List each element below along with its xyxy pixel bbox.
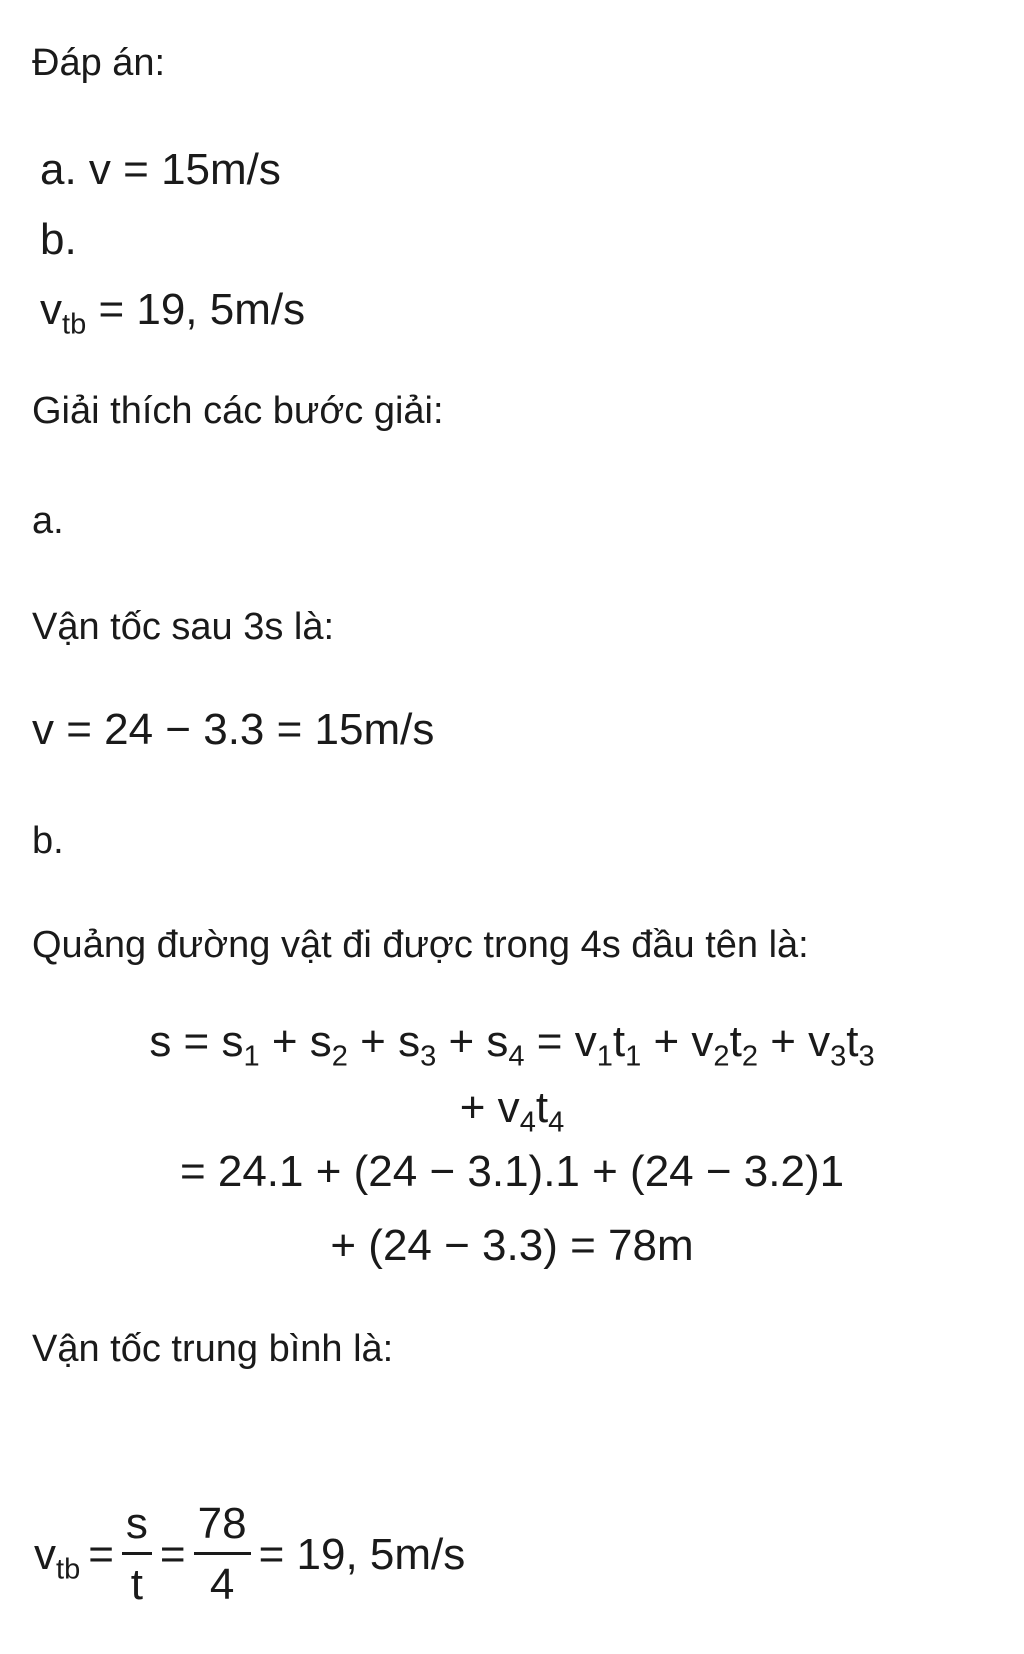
avg-velocity-result: = 19, 5m/s	[258, 1529, 466, 1579]
fraction-denominator: 4	[209, 1560, 235, 1610]
distance-formula-line2: = 24.1 + (24 − 3.1).1 + (24 − 3.2)1	[179, 1147, 845, 1196]
velocity-after-3s-formula: v = 24 − 3.3 = 15m/s	[32, 705, 435, 754]
answer-b-subscript: tb	[62, 308, 87, 341]
answer-heading: Đáp án:	[32, 42, 166, 84]
velocity-after-3s-label: Vận tốc sau 3s là:	[32, 606, 335, 648]
fraction-numerator: s	[122, 1500, 152, 1555]
avg-velocity-formula	[30, 1500, 469, 1610]
fraction-denominator: t	[130, 1560, 144, 1610]
distance-formula-line1: $s = s_1 + s_2 + s_3 + s_4 = v_1t_1 + v_2t_2 + v_3t_3$	[149, 1017, 875, 1073]
avg-velocity-lhs: $v_{tb}$	[34, 1529, 81, 1586]
answer-b	[40, 285, 306, 341]
part-a-label: a.	[32, 500, 64, 542]
answer-b-label: b.	[40, 215, 77, 264]
equals-sign: =	[159, 1529, 186, 1579]
answer-b-symbol: v	[40, 285, 62, 334]
distance-formula-line3: + (24 − 3.3) = 78m	[330, 1221, 694, 1270]
distance-label: Quảng đường vật đi được trong 4s đầu tên là:	[32, 924, 809, 966]
equals-sign: =	[88, 1529, 114, 1579]
fraction-numerator: 78	[194, 1500, 251, 1555]
distance-formula-line1b: + $v_4t_4$	[459, 1083, 565, 1139]
answer-a: a. v = 15m/s	[40, 145, 281, 194]
explain-heading: Giải thích các bước giải:	[32, 390, 444, 432]
fraction-78-over-4	[194, 1500, 251, 1610]
part-b-label: b.	[32, 820, 64, 862]
answer-b-value: = 19, 5m/s	[86, 285, 306, 334]
avg-velocity-label: Vận tốc trung bình là:	[32, 1328, 394, 1370]
fraction-s-over-t	[122, 1500, 152, 1610]
